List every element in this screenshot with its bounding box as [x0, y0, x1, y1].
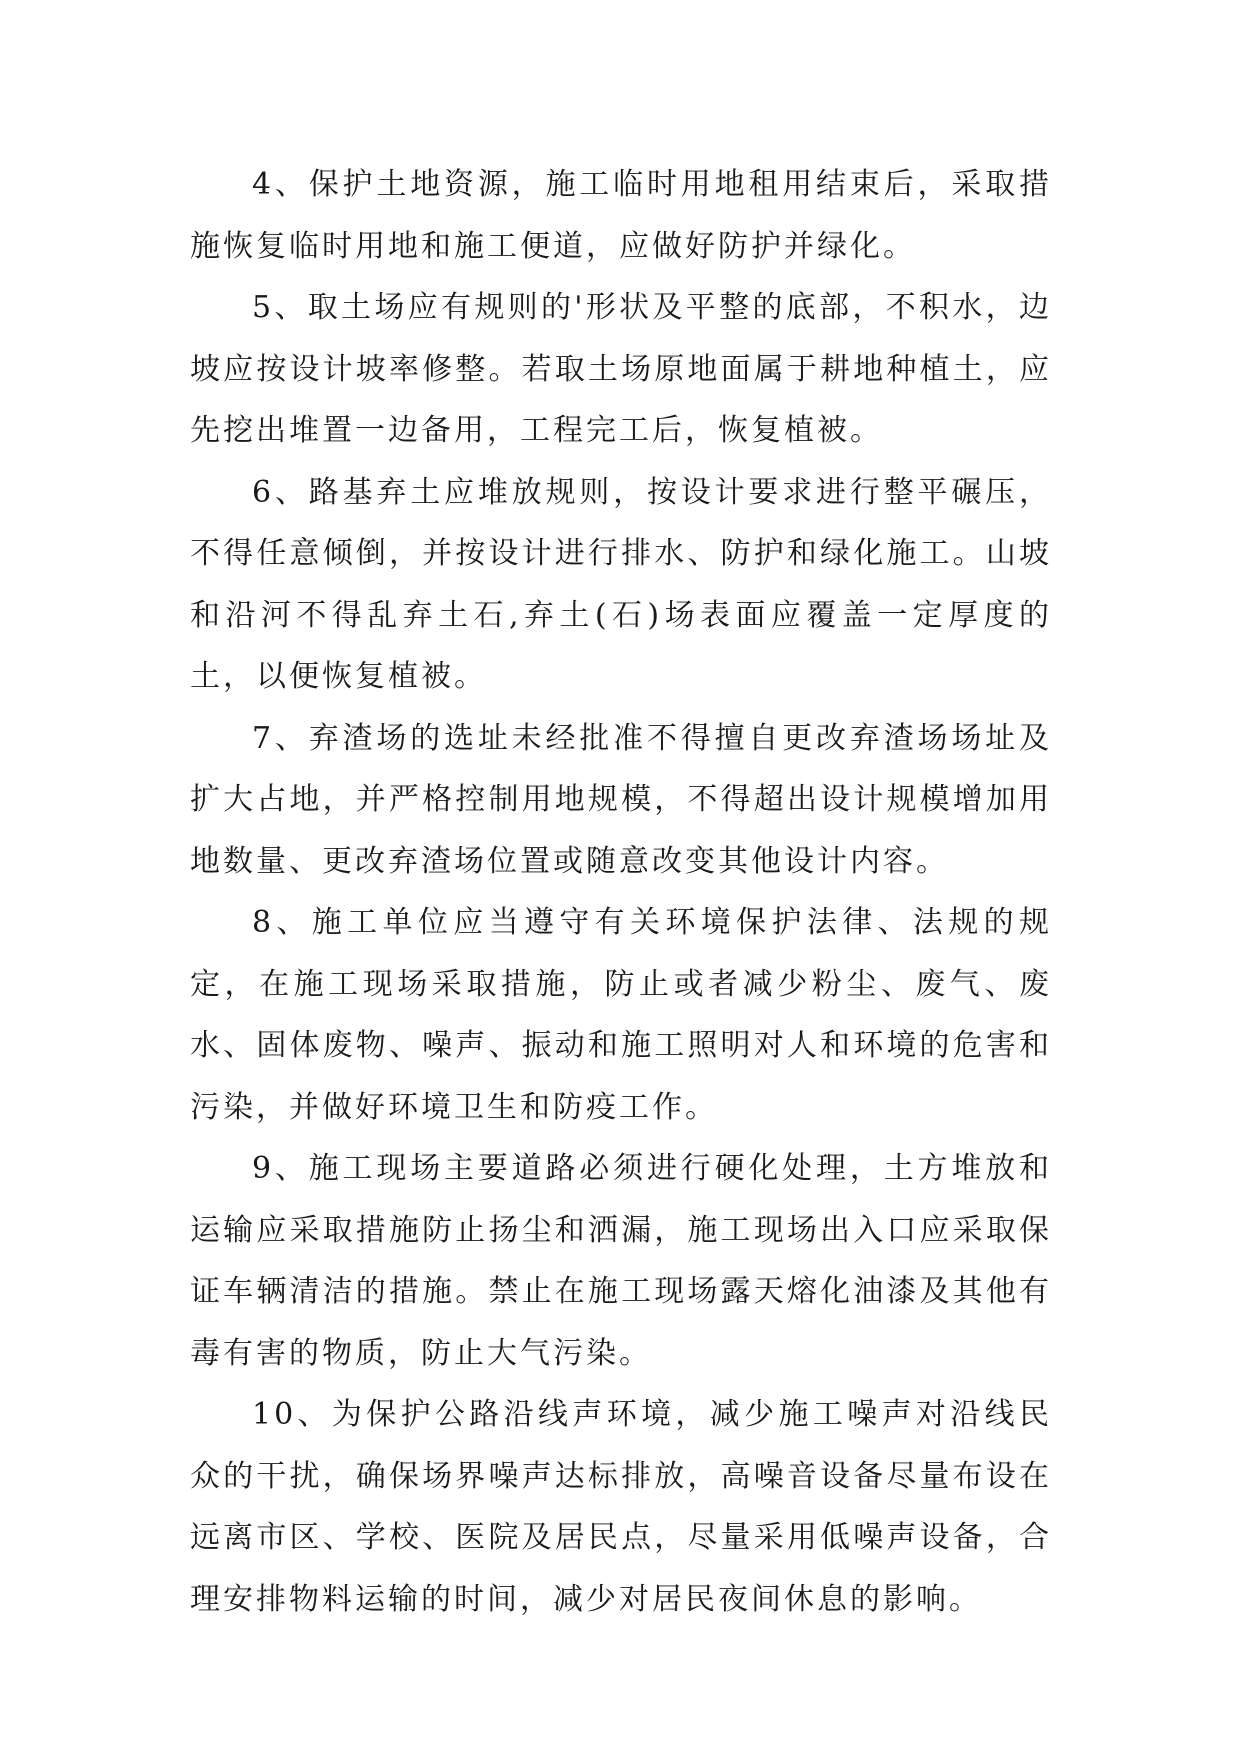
paragraph-item-7: 7、弃渣场的选址未经批准不得擅自更改弃渣场场址及扩大占地，并严格控制用地规模，不得超出设计规模增加用地数量、更改弃渣场位置或随意改变其他设计内容。	[190, 720, 1052, 879]
document-body	[190, 154, 1052, 1630]
paragraph-item-6: 6、路基弃土应堆放规则，按设计要求进行整平碾压，不得任意倾倒，并按设计进行排水、防护和绿化施工。山坡和沿河不得乱弃土石,弃土(石)场表面应覆盖一定厚度的土，以便恢复植被。	[190, 474, 1052, 694]
paragraph-item-4: 4、保护土地资源，施工临时用地租用结束后，采取措施恢复临时用地和施工便道，应做好防护并绿化。	[190, 167, 1052, 264]
paragraph-item-9: 9、施工现场主要道路必须进行硬化处理，土方堆放和运输应采取措施防止扬尘和洒漏，施工现场出入口应采取保证车辆清洁的措施。禁止在施工现场露天熔化油漆及其他有毒有害的物质，防止大气污染。	[190, 1151, 1052, 1371]
paragraph-item-8: 8、施工单位应当遵守有关环境保护法律、法规的规定，在施工现场采取措施，防止或者减少粉尘、废气、废水、固体废物、噪声、振动和施工照明对人和环境的危害和污染，并做好环境卫生和防疫工作。	[190, 905, 1052, 1125]
paragraph-item-5: 5、取土场应有规则的'形状及平整的底部，不积水，边坡应按设计坡率修整。若取土场原地面属于耕地种植土，应先挖出堆置一边备用，工程完工后，恢复植被。	[190, 290, 1052, 448]
paragraph-item-10: 10、为保护公路沿线声环境，减少施工噪声对沿线民众的干扰，确保场界噪声达标排放，高噪音设备尽量布设在远离市区、学校、医院及居民点，尽量采用低噪声设备，合理安排物料运输的时间，减少对居民夜间休息的影响。	[190, 1397, 1052, 1617]
